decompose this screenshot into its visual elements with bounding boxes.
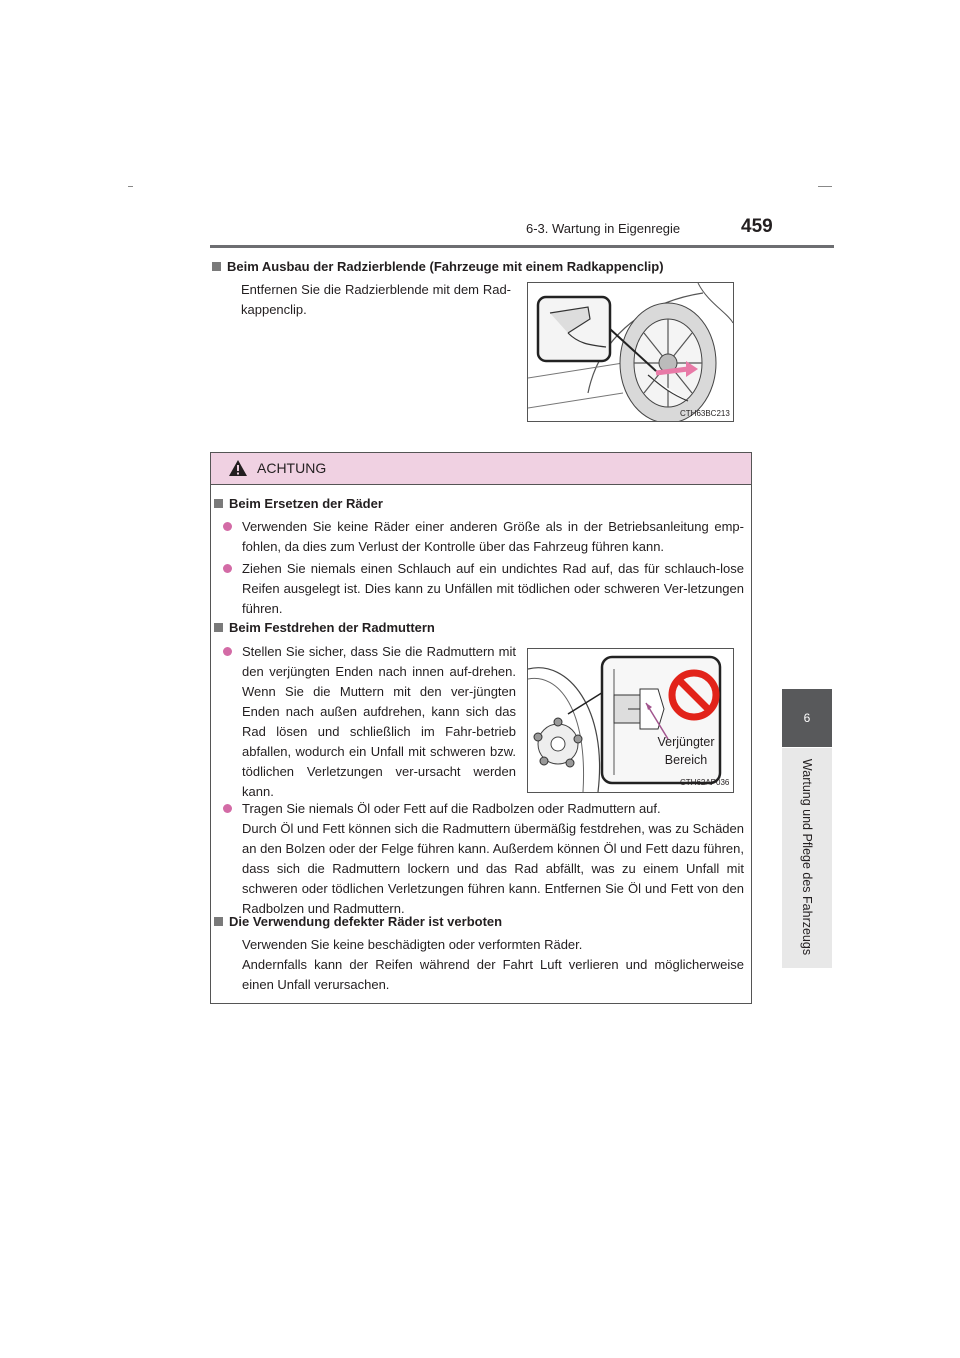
bullet-icon (223, 564, 232, 573)
figure-code: CTH62AP036 (680, 778, 730, 787)
square-bullet-icon (214, 623, 223, 632)
lug-nut-figure (527, 648, 734, 793)
section-heading: Beim Ausbau der Radzierblende (Fahrzeuge mit einem Radkappenclip) (212, 259, 664, 274)
square-bullet-icon (212, 262, 221, 271)
bullet-icon (223, 804, 232, 813)
warning-box (210, 452, 752, 1004)
warning-line: Andernfalls kann der Reifen während der Fahrt Luft verlieren und möglicherweise einen Unfall verursachen. (242, 957, 744, 992)
square-bullet-icon (214, 499, 223, 508)
section-text: Entfernen Sie die Radzierblende mit dem Rad-kappenclip. (241, 282, 511, 317)
warning-header (211, 453, 751, 485)
crop-mark-left (128, 186, 133, 187)
page-number: 459 (741, 216, 773, 237)
bullet-icon (223, 647, 232, 656)
warning-heading-2: Beim Festdrehen der Radmuttern (214, 620, 435, 635)
warning-item: Ziehen Sie niemals einen Schlauch auf ein undichtes Rad auf, das für schlauch-lose Reifen ausgelegt ist. Dies kann zu Unfällen mit tödlichen oder schweren Ver-letzungen führen. (242, 559, 744, 619)
warning-item: Stellen Sie sicher, dass Sie die Radmuttern mit den verjüngten Enden nach innen auf-drehen. Wenn Sie die Muttern mit den ver-jüngten Enden nach außen aufdrehen, kann sich das Rad lösen und schließlich im Fahr-betrieb abfallen, wodurch ein Unfall mit schweren bzw. tödlichen Verletzungen ver-ursacht werden kann. (242, 642, 516, 802)
hubcap-removal-figure (527, 282, 734, 422)
label-line-2: Bereich (664, 753, 708, 767)
section-title: 6-3. Wartung in Eigenregie (526, 221, 681, 236)
chapter-title: Wartung und Pflege des Fahrzeugs (800, 758, 814, 956)
square-bullet-icon (214, 917, 223, 926)
hubcap-illustration (528, 283, 733, 421)
bullet-icon (223, 522, 232, 531)
warning-item: Tragen Sie niemals Öl oder Fett auf die Radbolzen oder Radmuttern auf. (242, 799, 744, 819)
lug-nut-illustration (528, 649, 733, 792)
warning-item-continuation: Durch Öl und Fett können sich die Radmuttern übermäßig festdrehen, was zu Schäden an den Bolzen oder der Felge führen kann. Außerdem können Öl und Fett dazu führen, dass sich die Radmuttern lockern und das Rad abfällt, was zu einem Unfall mit schweren oder tödlichen Verletzungen führen kann. Entfernen Sie Öl und Fett von den Radbolzen und Radmuttern. (242, 821, 744, 916)
header-divider (210, 245, 834, 248)
warning-title: ACHTUNG (257, 460, 327, 476)
warning-heading-3: Die Verwendung defekter Räder ist verboten (214, 914, 502, 929)
chapter-tab: 6 (782, 689, 832, 747)
crop-mark-right (818, 186, 832, 187)
warning-line: Verwenden Sie keine beschädigten oder verformten Räder. (242, 937, 583, 952)
warning-triangle-icon (228, 459, 248, 477)
warning-heading-1: Beim Ersetzen der Räder (214, 496, 383, 511)
warning-item: Verwenden Sie keine Räder einer anderen Größe als in der Betriebsanleitung emp-fohlen, da dies zum Verlust der Kontrolle über das Fahrzeug führen kann. (242, 517, 744, 557)
figure-code: CTH63BC213 (680, 409, 730, 418)
tapered-area-label (646, 733, 726, 769)
label-line-1: Verjüngter (657, 735, 715, 749)
